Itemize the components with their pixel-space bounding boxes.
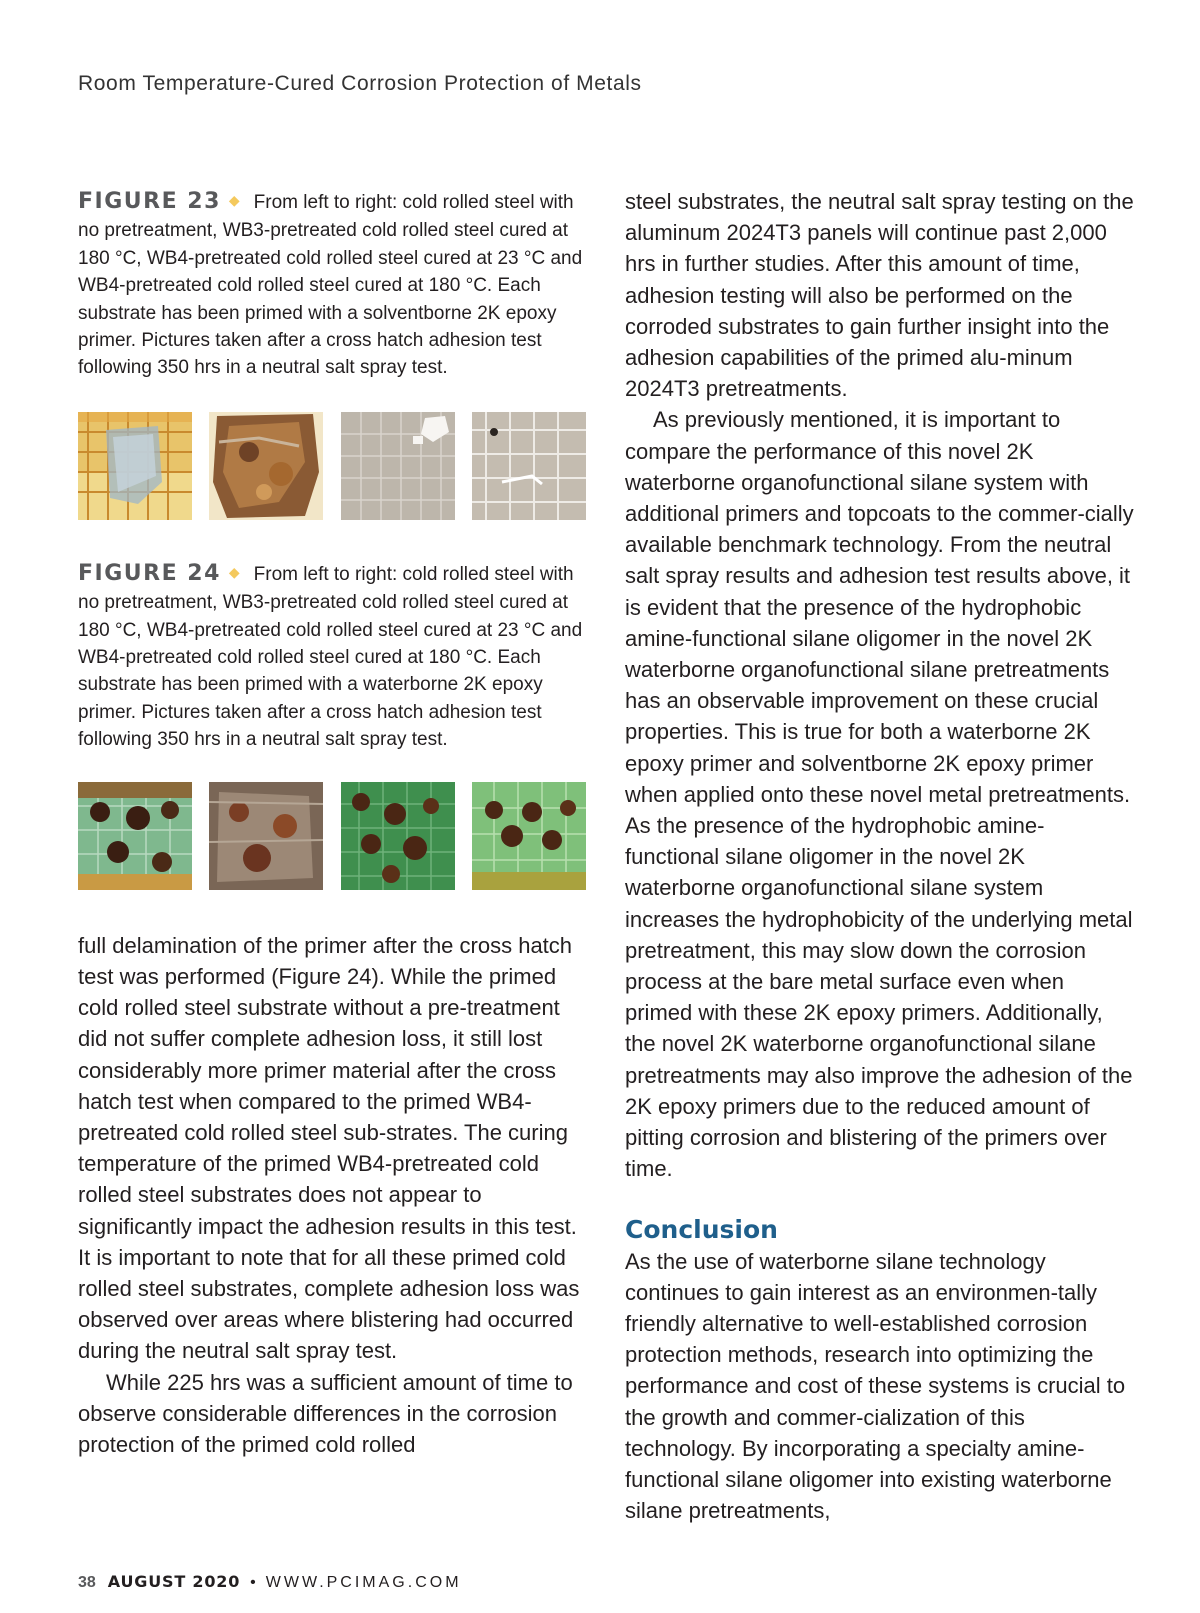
left-body-paragraph-1: full delamination of the primer after the cross hatch test was performed (Figure 24). While the primed cold rolled steel substrate without a pre-treatment did not suffer complete adhesion loss, it still lost considerably more primer material after the cross hatch test when compared to the primed WB4-pretreated cold rolled steel sub-strates. The curing temperature of the primed WB4-pretreated cold rolled steel substrates does not appear to significantly impact the adhesion results in this test. It is important to note that for all these primed cold rolled steel substrates, complete adhesion loss was observed over areas where blistering had occurred during the neutral salt spray test. <box>78 932 580 1364</box>
figure-24-photos <box>78 782 586 890</box>
figure-24-photo-3 <box>341 782 455 890</box>
figure-24-label: FIGURE 24 <box>78 560 221 586</box>
left-column <box>78 188 586 1460</box>
conclusion-paragraph: As the use of waterborne silane technology continues to gain interest as an environmen-tally friendly alternative to well-established corrosion protection methods, research into optimizing the performance and cost of these systems is crucial to the growth and commer-cialization of this technology. By incorporating a specialty amine-functional silane oligomer into existing waterborne silane pretreatments, <box>625 1248 1126 1524</box>
left-body-paragraph-2: While 225 hrs was a sufficient amount of time to observe considerable differences in the corrosion protection of the primed cold rolled <box>78 1369 573 1457</box>
right-body-paragraph-2: As previously mentioned, it is important to compare the performance of this novel 2K waterborne organofunctional silane system with additional primers and topcoats to the commer-cially available benchmark technology. From the neutral salt spray results and adhesion test results above, it is evident that the presence of the hydrophobic amine-functional silane oligomer in the novel 2K waterborne organofunctional silane pretreatments has an observable improvement on these crucial properties. This is true for both a waterborne 2K epoxy primer and solventborne 2K epoxy primer when applied onto these novel metal pretreatments. As the presence of the hydrophobic amine-functional silane oligomer in the novel 2K waterborne organofunctional silane system increases the hydrophobicity of the underlying metal pretreatment, this may slow down the corrosion process at the bare metal surface even when primed with these 2K epoxy primers. Additionally, the novel 2K waterborne organofunctional silane pretreatments may also improve the adhesion of the 2K epoxy primers due to the reduced amount of pitting corrosion and blistering of the primers over time. <box>625 407 1134 1182</box>
diamond-icon: ◆ <box>228 563 240 580</box>
figure-23-photo-2 <box>209 412 323 520</box>
right-body-paragraph-1: steel substrates, the neutral salt spray testing on the aluminum 2024T3 panels will continue past 2,000 hrs in further studies. After this amount of time, adhesion testing will also be performed on the corroded substrates to gain further insight into the adhesion capabilities of the primed alu-minum 2024T3 pretreatments. <box>625 189 1134 402</box>
running-title: Room Temperature-Cured Corrosion Protection of Metals <box>78 72 642 95</box>
issue-date: AUGUST 2020 <box>107 1572 241 1591</box>
figure-23-photos <box>78 412 586 520</box>
right-column <box>625 186 1135 1526</box>
conclusion-heading: Conclusion <box>625 1214 778 1244</box>
website-link[interactable]: WWW.PCIMAG.COM <box>265 1574 462 1591</box>
figure-23-photo-3 <box>341 412 455 520</box>
figure-24-photo-4 <box>472 782 586 890</box>
figure-23-photo-4 <box>472 412 586 520</box>
figure-24-photo-2 <box>209 782 323 890</box>
figure-23-label: FIGURE 23 <box>78 189 221 214</box>
figure-24-caption <box>78 560 586 754</box>
figure-23-caption <box>78 188 586 382</box>
figure-23-caption-text: From left to right: cold rolled steel with no pretreatment, WB3-pretreated cold rolled steel cured at 180 °C, WB4-pretreated cold rolled steel cured at 23 °C and WB4-pretreated cold rolled steel cured at 180 °C. Each substrate has been primed with a solventborne 2K epoxy primer. Pictures taken after a cross hatch adhesion test following 350 hrs in a neutral salt spray test. <box>78 192 583 379</box>
bullet-separator: • <box>250 1574 256 1591</box>
page-number: 38 <box>78 1574 96 1591</box>
figure-24-photo-1 <box>78 782 192 890</box>
page-footer <box>78 1572 462 1592</box>
figure-24-caption-text: From left to right: cold rolled steel with no pretreatment, WB3-pretreated cold rolled steel cured at 180 °C, WB4-pretreated cold rolled steel cured at 23 °C and WB4-pretreated cold rolled steel cured at 180 °C. Each substrate has been primed with a waterborne 2K epoxy primer. Pictures taken after a cross hatch adhesion test following 350 hrs in a neutral salt spray test. <box>78 563 583 751</box>
diamond-icon: ◆ <box>228 192 240 208</box>
figure-23-photo-1 <box>78 412 192 520</box>
